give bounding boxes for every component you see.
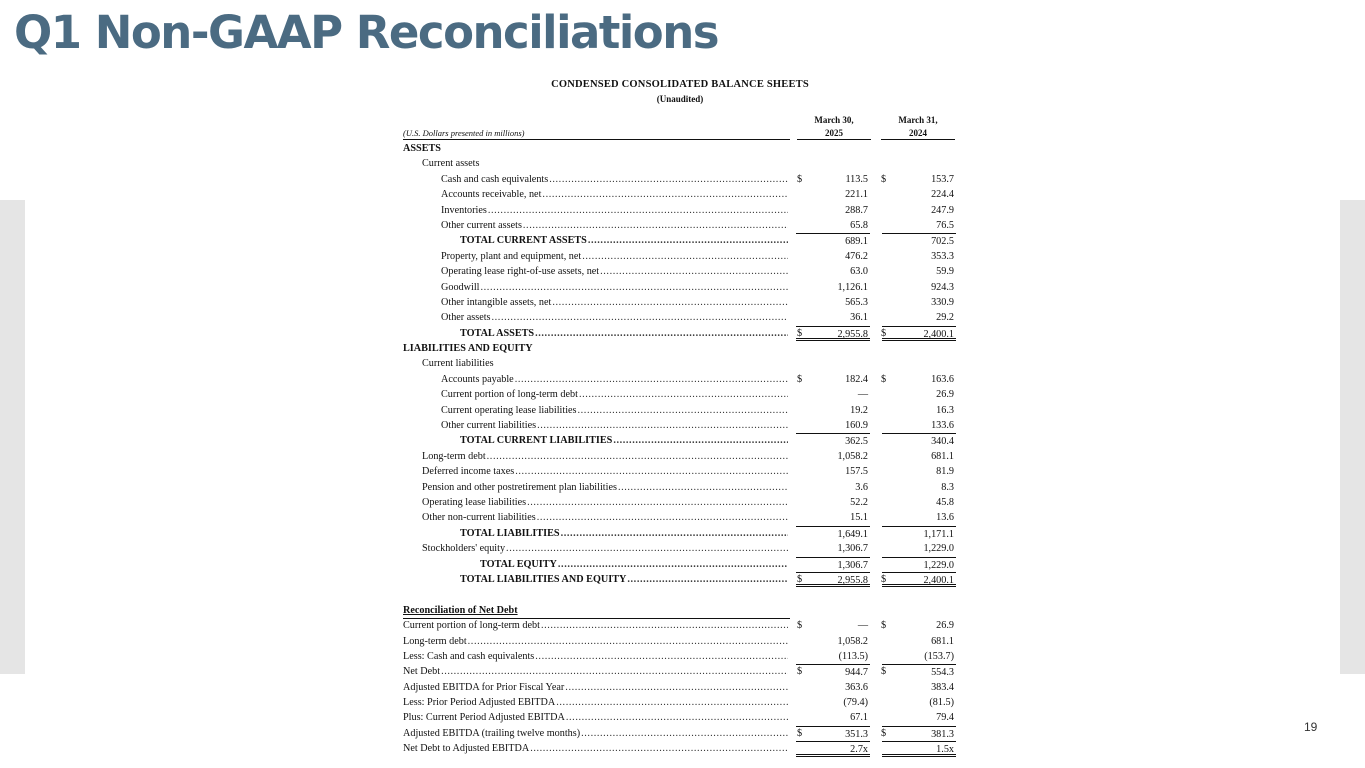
value-2024: 76.5 — [936, 219, 954, 231]
currency-symbol: $ — [797, 327, 803, 339]
value-2024: 133.6 — [931, 420, 954, 432]
currency-symbol: $ — [881, 173, 887, 185]
value-2024: 702.5 — [882, 233, 956, 248]
value-2024: 247.9 — [931, 204, 954, 216]
row-label: Accounts payable ..... — [441, 372, 788, 387]
table-row — [400, 495, 960, 510]
spacer-row — [400, 587, 960, 602]
currency-symbol: $ — [881, 727, 887, 739]
row-label: Deferred income taxes ..... — [422, 464, 788, 479]
table-row — [400, 618, 960, 633]
value-2025: 1,306.7 — [796, 557, 870, 572]
row-label: Current portion of long-term debt ..... — [441, 387, 788, 402]
value-2024: 26.9 — [936, 620, 954, 632]
value-2025: — — [857, 620, 868, 632]
table-row — [400, 572, 960, 587]
currency-symbol: $ — [797, 573, 803, 585]
table-row — [400, 695, 960, 710]
value-2025: 1,058.2 — [837, 450, 868, 462]
value-2024: 2,400.1 — [882, 572, 956, 587]
column-header-year-2025: 2025 — [797, 128, 871, 140]
table-row — [400, 280, 960, 295]
row-label: Current operating lease liabilities ..... — [441, 403, 788, 418]
table-row — [400, 264, 960, 279]
value-2025: 2,955.8 — [796, 572, 870, 587]
row-label: Adjusted EBITDA (trailing twelve months) ..... — [403, 726, 788, 741]
value-2024: 45.8 — [936, 496, 954, 508]
table-row — [400, 557, 960, 572]
value-2024: 554.3 — [882, 664, 956, 679]
table-row — [400, 649, 960, 664]
column-header-date-2024: March 31, — [898, 115, 938, 125]
value-2025: 1,306.7 — [837, 543, 868, 555]
row-label: Current assets — [422, 158, 480, 170]
statement-rows — [400, 141, 960, 757]
value-2024: 924.3 — [931, 281, 954, 293]
currency-symbol: $ — [881, 373, 887, 385]
value-2025: 160.9 — [845, 420, 868, 432]
table-row — [400, 233, 960, 248]
row-label: Less: Prior Period Adjusted EBITDA ..... — [403, 695, 788, 710]
table-row — [400, 526, 960, 541]
value-2025: 67.1 — [850, 712, 868, 724]
row-label: Other current liabilities ..... — [441, 418, 788, 433]
value-2024: 224.4 — [931, 189, 954, 201]
value-2025: 1,058.2 — [837, 635, 868, 647]
currency-symbol: $ — [881, 620, 887, 632]
value-2025: 1,126.1 — [837, 281, 868, 293]
row-label: TOTAL ASSETS ..... — [460, 326, 788, 341]
row-label: Current portion of long-term debt ..... — [403, 618, 788, 633]
value-2024: 381.3 — [882, 726, 956, 741]
table-row — [400, 510, 960, 525]
row-label: Property, plant and equipment, net ..... — [441, 249, 788, 264]
currency-symbol: $ — [881, 327, 887, 339]
value-2025: 944.7 — [796, 664, 870, 679]
value-2024: 163.6 — [931, 373, 954, 385]
value-2024: (153.7) — [924, 650, 954, 662]
table-row — [400, 372, 960, 387]
table-row — [400, 356, 960, 371]
row-label: Current liabilities — [422, 358, 494, 370]
currency-symbol: $ — [797, 727, 803, 739]
value-2025: 36.1 — [850, 312, 868, 324]
value-2024: 1,229.0 — [923, 543, 954, 555]
table-row — [400, 387, 960, 402]
value-2024: 1,229.0 — [882, 557, 956, 572]
currency-symbol: $ — [797, 173, 803, 185]
value-2025: 157.5 — [845, 466, 868, 478]
table-row — [400, 603, 960, 618]
row-label: Long-term debt ..... — [403, 634, 788, 649]
row-label: Inventories ..... — [441, 203, 788, 218]
left-side-band — [0, 200, 25, 674]
row-label: Cash and cash equivalents ..... — [441, 172, 788, 187]
value-2025: 2.7x — [796, 741, 870, 756]
row-label: Operating lease liabilities ..... — [422, 495, 788, 510]
value-2025: 65.8 — [850, 219, 868, 231]
value-2024: 681.1 — [931, 635, 954, 647]
row-label: Reconciliation of Net Debt — [403, 604, 518, 616]
value-2025: 476.2 — [845, 250, 868, 262]
row-label: Adjusted EBITDA for Prior Fiscal Year ..... — [403, 680, 788, 695]
value-2024: 330.9 — [931, 296, 954, 308]
value-2024: 1,171.1 — [882, 526, 956, 541]
currency-symbol: $ — [797, 373, 803, 385]
value-2024: 26.9 — [936, 389, 954, 401]
table-row — [400, 541, 960, 556]
header-rule — [403, 139, 790, 140]
currency-symbol: $ — [881, 666, 887, 678]
row-label: ASSETS — [403, 143, 441, 154]
value-2024: 13.6 — [936, 512, 954, 524]
value-2024: 1.5x — [882, 741, 956, 756]
value-2025: 15.1 — [850, 512, 868, 524]
table-row — [400, 726, 960, 741]
value-2025: 288.7 — [845, 204, 868, 216]
value-2024: 383.4 — [931, 681, 954, 693]
row-label: TOTAL LIABILITIES ..... — [460, 526, 788, 541]
value-2025: (113.5) — [838, 650, 868, 662]
table-row — [400, 310, 960, 325]
value-2024: 59.9 — [936, 266, 954, 278]
row-label: TOTAL CURRENT ASSETS ..... — [460, 233, 788, 248]
table-row — [400, 187, 960, 202]
value-2024: 340.4 — [882, 433, 956, 448]
right-side-band — [1340, 200, 1365, 674]
value-2025: 362.5 — [796, 433, 870, 448]
table-row — [400, 156, 960, 171]
value-2024: 79.4 — [936, 712, 954, 724]
column-header-year-2024: 2024 — [881, 128, 955, 140]
row-label: Stockholders' equity ..... — [422, 541, 788, 556]
value-2024: 153.7 — [931, 173, 954, 185]
value-2024: 29.2 — [936, 312, 954, 324]
value-2024: 16.3 — [936, 404, 954, 416]
table-row — [400, 741, 960, 756]
page-number: 19 — [1304, 720, 1318, 734]
row-label: LIABILITIES AND EQUITY — [403, 343, 533, 355]
table-row — [400, 464, 960, 479]
table-row — [400, 634, 960, 649]
value-2025: 19.2 — [850, 404, 868, 416]
value-2025: 1,649.1 — [796, 526, 870, 541]
row-label: TOTAL CURRENT LIABILITIES ..... — [460, 433, 788, 448]
value-2025: 565.3 — [845, 296, 868, 308]
table-row — [400, 341, 960, 356]
row-label: Other intangible assets, net ..... — [441, 295, 788, 310]
table-row — [400, 710, 960, 725]
table-row — [400, 480, 960, 495]
value-2025: 221.1 — [845, 189, 868, 201]
value-2025: 113.5 — [845, 173, 868, 185]
value-2025: 351.3 — [796, 726, 870, 741]
value-2024: 8.3 — [941, 481, 954, 493]
row-label: Other non-current liabilities ..... — [422, 510, 788, 525]
row-label: Operating lease right-of-use assets, net ..... — [441, 264, 788, 279]
currency-symbol: $ — [797, 620, 803, 632]
value-2025: 182.4 — [845, 373, 868, 385]
value-2025: 363.6 — [845, 681, 868, 693]
table-row — [400, 141, 960, 156]
statement-title: CONDENSED CONSOLIDATED BALANCE SHEETS — [551, 79, 809, 90]
row-label: TOTAL LIABILITIES AND EQUITY ..... — [460, 572, 788, 587]
column-header-date-2025: March 30, — [814, 115, 854, 125]
table-row — [400, 295, 960, 310]
table-row — [400, 418, 960, 433]
row-label: Long-term debt ..... — [422, 449, 788, 464]
table-row — [400, 218, 960, 233]
table-row — [400, 172, 960, 187]
row-label: Net Debt ..... — [403, 664, 788, 679]
row-label: Accounts receivable, net ..... — [441, 187, 788, 202]
table-row — [400, 433, 960, 448]
row-label: Plus: Current Period Adjusted EBITDA ..... — [403, 710, 788, 725]
row-label: Other current assets ..... — [441, 218, 788, 233]
slide-title: Q1 Non-GAAP Reconciliations — [14, 6, 719, 59]
value-2025: 689.1 — [796, 233, 870, 248]
row-label: Pension and other postretirement plan liabilities ..... — [422, 480, 788, 495]
row-label: TOTAL EQUITY ..... — [480, 557, 788, 572]
value-2024: 681.1 — [931, 450, 954, 462]
table-row — [400, 326, 960, 341]
units-note: (U.S. Dollars presented in millions) — [403, 128, 525, 138]
table-row — [400, 449, 960, 464]
table-row — [400, 249, 960, 264]
value-2025: 52.2 — [850, 496, 868, 508]
value-2024: 81.9 — [936, 466, 954, 478]
row-label: Other assets ..... — [441, 310, 788, 325]
value-2024: (81.5) — [929, 697, 954, 709]
table-row — [400, 403, 960, 418]
value-2024: 2,400.1 — [882, 326, 956, 341]
value-2025: 3.6 — [855, 481, 868, 493]
value-2025: 63.0 — [850, 266, 868, 278]
row-label: Less: Cash and cash equivalents ..... — [403, 649, 788, 664]
row-label: Net Debt to Adjusted EBITDA ..... — [403, 741, 788, 756]
row-label: Goodwill ..... — [441, 280, 788, 295]
table-row — [400, 680, 960, 695]
table-row — [400, 203, 960, 218]
value-2025: 2,955.8 — [796, 326, 870, 341]
currency-symbol: $ — [797, 666, 803, 678]
value-2024: 353.3 — [931, 250, 954, 262]
table-row — [400, 664, 960, 679]
value-2025: — — [857, 389, 868, 401]
statement-subtitle: (Unaudited) — [656, 94, 704, 104]
currency-symbol: $ — [881, 573, 887, 585]
value-2025: (79.4) — [843, 697, 868, 709]
